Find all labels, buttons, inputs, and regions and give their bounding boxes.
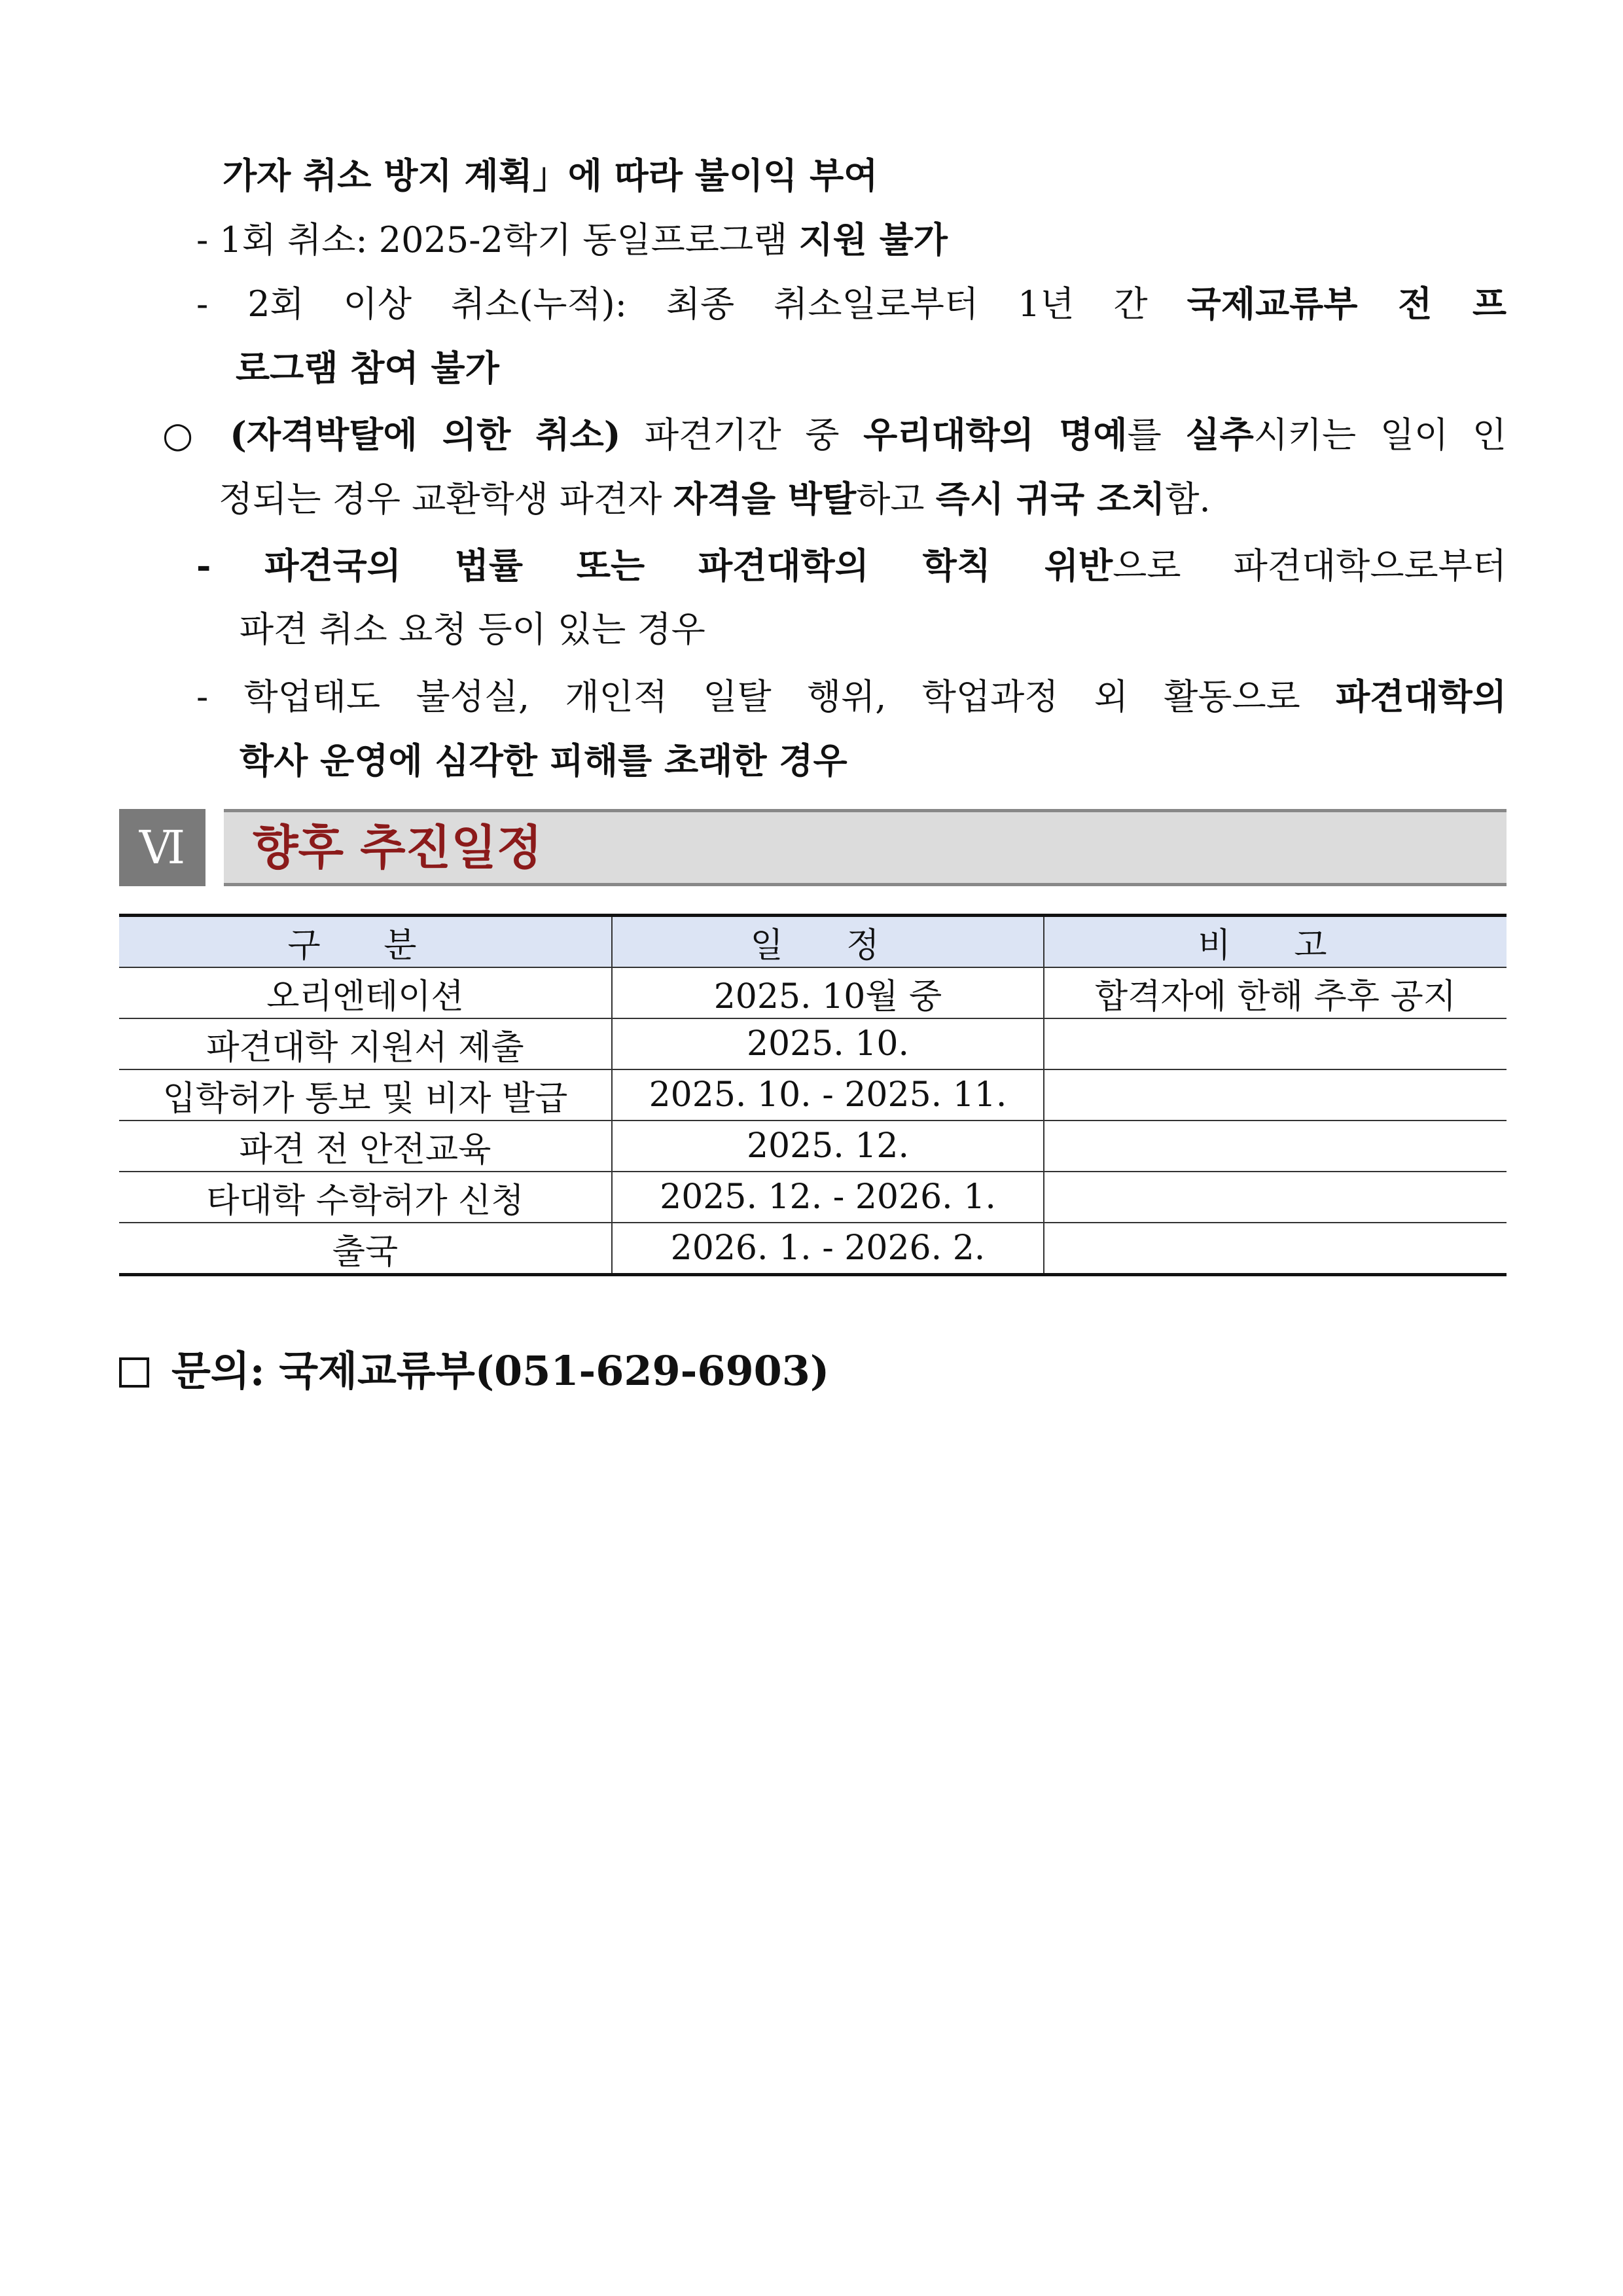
revocation-case-1-continuation: 파견 취소 요청 등이 있는 경우 [240,609,705,650]
penalty-1: - 1회 취소: 2025-2학기 동일프로그램 지원 불가 [196,219,948,260]
table-header-row [119,916,1507,968]
table-row: 오리엔테이션 2025. 10월 중 합격자에 한해 추후 공지 [119,967,1507,1018]
revocation-case-1: - 파견국의 법률 또는 파견대학의 학칙 위반으로 파견대학으로부터 [196,545,1507,586]
circle-bullet: ○ [162,414,206,456]
table-row: 파견 전 안전교육 2025. 12. [119,1121,1507,1172]
revocation-line-2: 정되는 경우 교환학생 파견자 자격을 박탈하고 즉시 귀국 조치함. [219,478,1211,520]
schedule-table [119,914,1507,1276]
section-number: Ⅵ [119,809,205,886]
revocation-case-2: - 학업태도 불성실, 개인적 일탈 행위, 학업과정 외 활동으로 파견대학의 [196,675,1507,717]
penalty-2: - 2회 이상 취소(누적): 최종 취소일로부터 1년 간 국제교류부 전 프 [196,283,1507,325]
section-title: 향후 추진일정 [253,820,543,875]
header-remarks: 비 고 [1044,916,1507,968]
revocation-case-2-continuation: 학사 운영에 심각한 피해를 초래한 경우 [240,740,847,781]
inquiry-text: 문의: 국제교류부(051-629-6903) [171,1347,830,1395]
table-row: 타대학 수학허가 신청 2025. 12. - 2026. 1. [119,1172,1507,1223]
table-row: 출국 2026. 1. - 2026. 2. [119,1223,1507,1275]
table-row: 파견대학 지원서 제출 2025. 10. [119,1018,1507,1069]
penalty-2-continuation: 로그램 참여 불가 [236,347,499,389]
revocation-line-1: ○ (자격박탈에 의한 취소) 파견기간 중 우리대학의 명예를 실추시키는 일이 인 [162,414,1507,456]
table-row: 입학허가 통보 및 비자 발급 2025. 10. - 2025. 11. [119,1069,1507,1121]
intro-continuation: 가자 취소 방지 계획」에 따라 불이익 부여 [223,154,878,196]
section-header [224,809,1507,886]
header-category: 구 분 [119,916,612,968]
inquiry-line [119,1342,829,1401]
checkbox-icon [119,1357,149,1388]
header-schedule: 일 정 [612,916,1044,968]
